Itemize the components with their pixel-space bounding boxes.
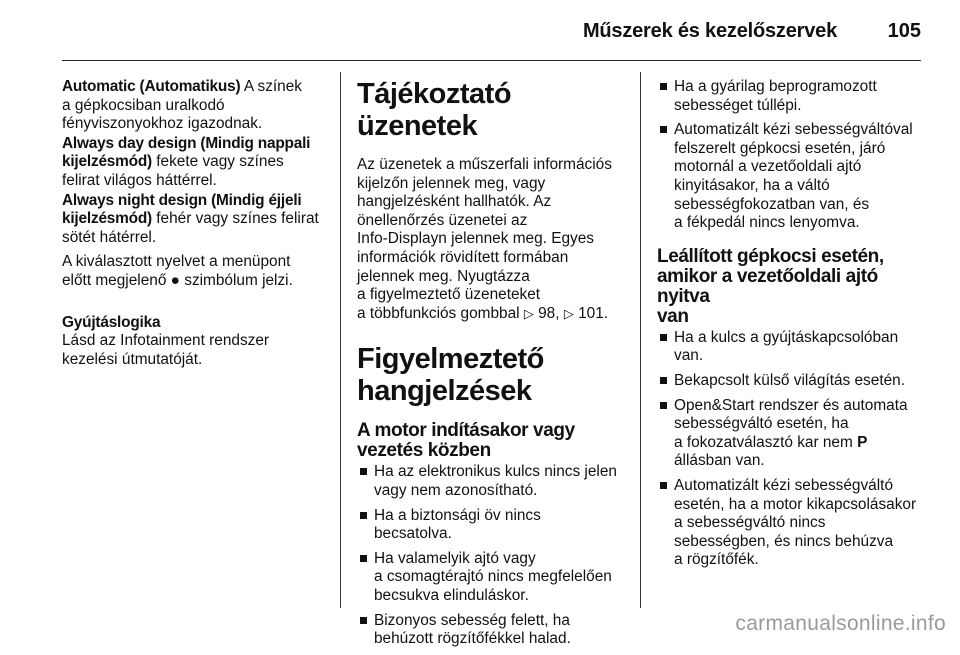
- column-left: [62, 78, 332, 375]
- bullet-square-icon: [360, 555, 367, 562]
- info-messages-text: Az üzenetek a műszerfali információs kijelzőn jelennek meg, vagy hangjelzésként hallhatók. Az önellenőrzés üzenetei az Info-Displayn jelennek meg. Egyes információk rövidített formában jelennek meg. Nyugtázza a figyelmeztető üzeneteket a többfunkciós gombbal ▷ 98, ▷ 101.: [357, 156, 612, 322]
- page-header: [62, 18, 921, 61]
- page-number: 105: [887, 20, 921, 42]
- bullet-square-icon: [660, 402, 667, 409]
- column-divider: [640, 72, 641, 608]
- bullet-square-icon: [360, 617, 367, 624]
- list-item: Ha az elektronikus kulcs nincs jelen vagy nem azonosítható.: [357, 463, 627, 500]
- night-design-term: Always night design (Mindig éjjeli: [62, 191, 302, 209]
- list-item: Ha a gyárilag beprogramozott sebességet túllépi.: [657, 78, 927, 115]
- column-right: [657, 78, 927, 576]
- list-item: Automatizált kézi sebességváltó esetén, ha a motor kikapcsolásakor a sebességváltó nincs sebességben, és nincs behúzva a rögzítőfék.: [657, 477, 927, 570]
- list-item: Bizonyos sebesség felett, ha behúzott rögzítőfékkel halad.: [357, 612, 627, 649]
- bullet-square-icon: [660, 83, 667, 90]
- list-item: Open&Start rendszer és automata sebességváltó esetén, ha a fokozatválasztó kar nem P állásban van.: [657, 397, 927, 471]
- bullet-square-icon: [660, 377, 667, 384]
- selected-dot-icon: ●: [170, 271, 180, 289]
- parked-conditions-list: [657, 329, 927, 570]
- list-item: Bekapcsolt külső világítás esetén.: [657, 372, 927, 391]
- ignition-logic-title: Gyújtáslogika: [62, 313, 161, 331]
- bullet-square-icon: [660, 334, 667, 341]
- warning-chimes-heading: Figyelmeztető hangjelzések: [357, 343, 544, 408]
- page-reference[interactable]: 101: [578, 304, 604, 322]
- automatic-term: Automatic (Automatikus): [62, 78, 241, 95]
- engine-start-subheading: A motor indításakor vagy vezetés közben: [357, 420, 575, 462]
- day-design-definition: Always day design (Mindig nappali kijelzésmód) fekete vagy színes felirat világos háttérrel.: [62, 134, 311, 189]
- language-note: A kiválasztott nyelvet a menüpont előtt megjelenő ● szimbólum jelzi.: [62, 253, 293, 289]
- night-design-definition: Always night design (Mindig éjjeli kijelzésmód) fehér vagy színes felirat sötét hátérrel.: [62, 191, 319, 246]
- page-title: Műszerek és kezelőszervek: [582, 20, 837, 42]
- warning-conditions-list-continued: [657, 78, 927, 233]
- day-design-term: Always day design (Mindig nappali: [62, 134, 311, 152]
- cross-reference-icon: ▷: [523, 305, 534, 321]
- parked-vehicle-subheading: Leállított gépkocsi esetén, amikor a vezetőoldali ajtó nyitva van: [657, 245, 884, 327]
- bullet-square-icon: [660, 126, 667, 133]
- column-divider: [340, 72, 341, 608]
- list-item: Ha valamelyik ajtó vagy a csomagtérajtó nincs megfelelően becsukva elinduláskor.: [357, 550, 627, 606]
- automatic-definition: Automatic (Automatikus) A színek a gépkocsiban uralkodó fényviszonyokhoz igazodnak.: [62, 78, 302, 133]
- bullet-square-icon: [360, 468, 367, 475]
- watermark: carmanualsonline.info: [735, 612, 946, 635]
- warning-conditions-list: [357, 463, 627, 648]
- list-item: Ha a kulcs a gyújtáskapcsolóban van.: [657, 329, 927, 366]
- bullet-square-icon: [360, 512, 367, 519]
- list-item: Automatizált kézi sebességváltóval felszerelt gépkocsi esetén, járó motornál a vezetőoldali ajtó kinyitásakor, ha a váltó sebességfokozatban van, és a fékpedál nincs lenyomva.: [657, 121, 927, 233]
- page-reference[interactable]: 98: [538, 304, 556, 322]
- cross-reference-icon: ▷: [563, 305, 574, 321]
- bullet-square-icon: [660, 482, 667, 489]
- gear-position-p: P: [857, 433, 868, 451]
- column-middle: [357, 78, 627, 655]
- ignition-logic-section: Gyújtáslogika Lásd az Infotainment rendszer kezelési útmutatóját.: [62, 313, 270, 368]
- list-item: Ha a biztonsági öv nincs becsatolva.: [357, 507, 627, 544]
- info-messages-heading: Tájékoztató üzenetek: [357, 78, 512, 142]
